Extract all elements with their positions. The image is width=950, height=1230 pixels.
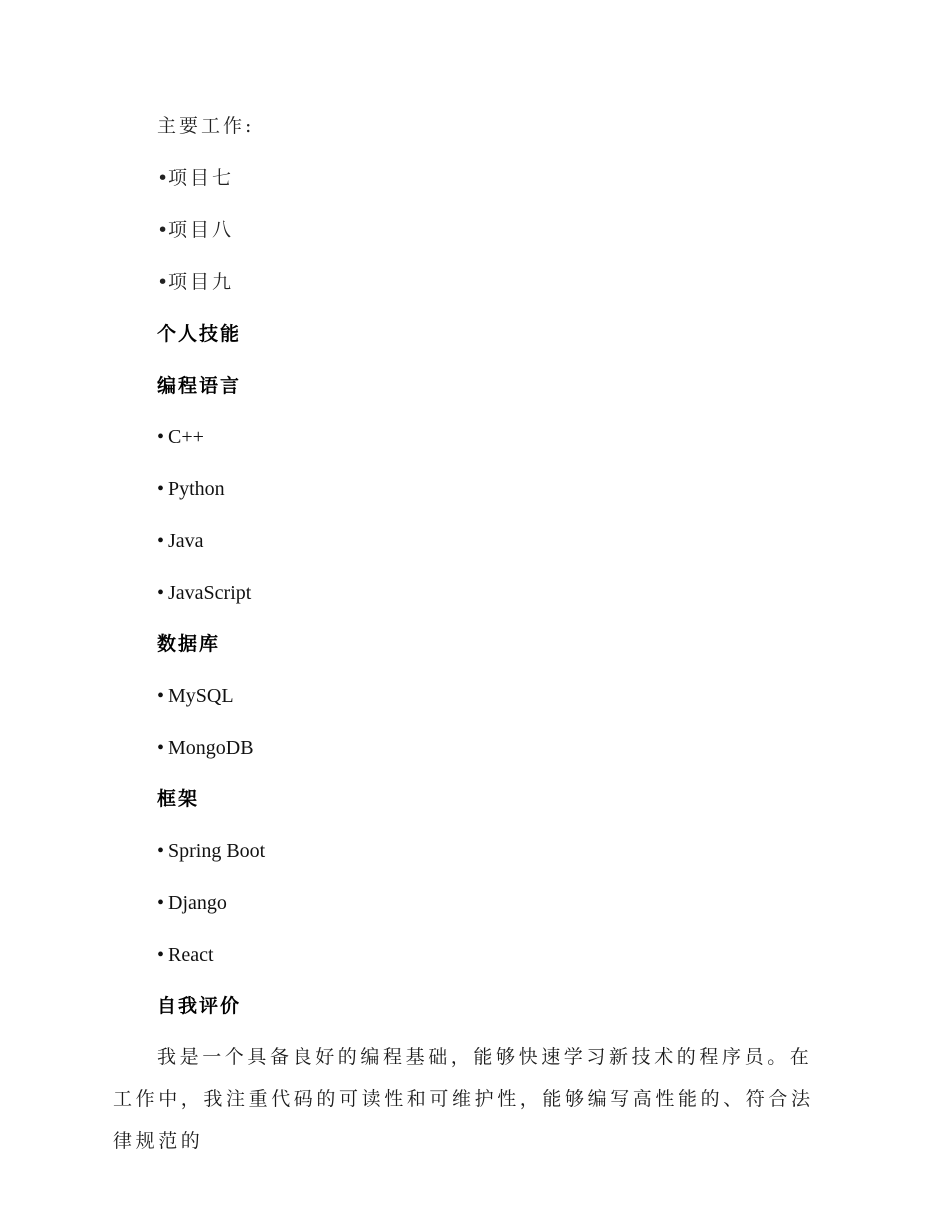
bullet: • [157,426,165,448]
bullet: • [157,167,172,189]
list-item-text: Java [168,530,204,552]
main-work-label: 主要工作: [157,115,255,137]
bullet: • [157,892,165,914]
list-item [157,218,234,242]
list-item-text: Django [168,892,227,914]
list-item [157,943,214,967]
list-item [157,425,204,449]
list-item-text: MySQL [168,685,234,707]
list-item-text: Python [168,478,225,500]
list-item-text: Spring Boot [168,840,266,862]
bullet: • [157,944,165,966]
list-item [157,529,204,553]
list-item-text: 项目八 [168,219,235,241]
bullet: • [157,530,165,552]
bullet: • [157,840,165,862]
list-item-text: C++ [168,426,204,448]
list-item [157,736,254,760]
list-item [157,839,265,863]
bullet: • [157,219,172,241]
bullet: • [157,582,165,604]
list-item [157,581,251,605]
list-item-text: MongoDB [168,737,254,759]
list-item-text: 项目九 [168,271,235,293]
subsection-heading-frameworks: 框架 [157,788,200,810]
list-item [157,891,227,915]
bullet: • [157,478,165,500]
list-item-text: React [168,944,214,966]
list-item-text: 项目七 [168,167,235,189]
bullet: • [157,271,172,293]
bullet: • [157,685,165,707]
subsection-heading-databases: 数据库 [157,633,221,655]
section-heading-self-evaluation: 自我评价 [157,995,242,1017]
section-heading-skills: 个人技能 [157,323,242,345]
list-item-text: JavaScript [168,582,252,604]
list-item [157,684,234,708]
list-item [157,270,234,294]
bullet: • [157,737,165,759]
list-item [157,166,234,190]
list-item [157,477,225,501]
subsection-heading-languages: 编程语言 [157,375,242,397]
self-evaluation-paragraph: 我是一个具备良好的编程基础，能够快速学习新技术的程序员。在工作中，我注重代码的可读性和可维护性，能够编写高性能的、符合法律规范的 [113,1046,814,1152]
